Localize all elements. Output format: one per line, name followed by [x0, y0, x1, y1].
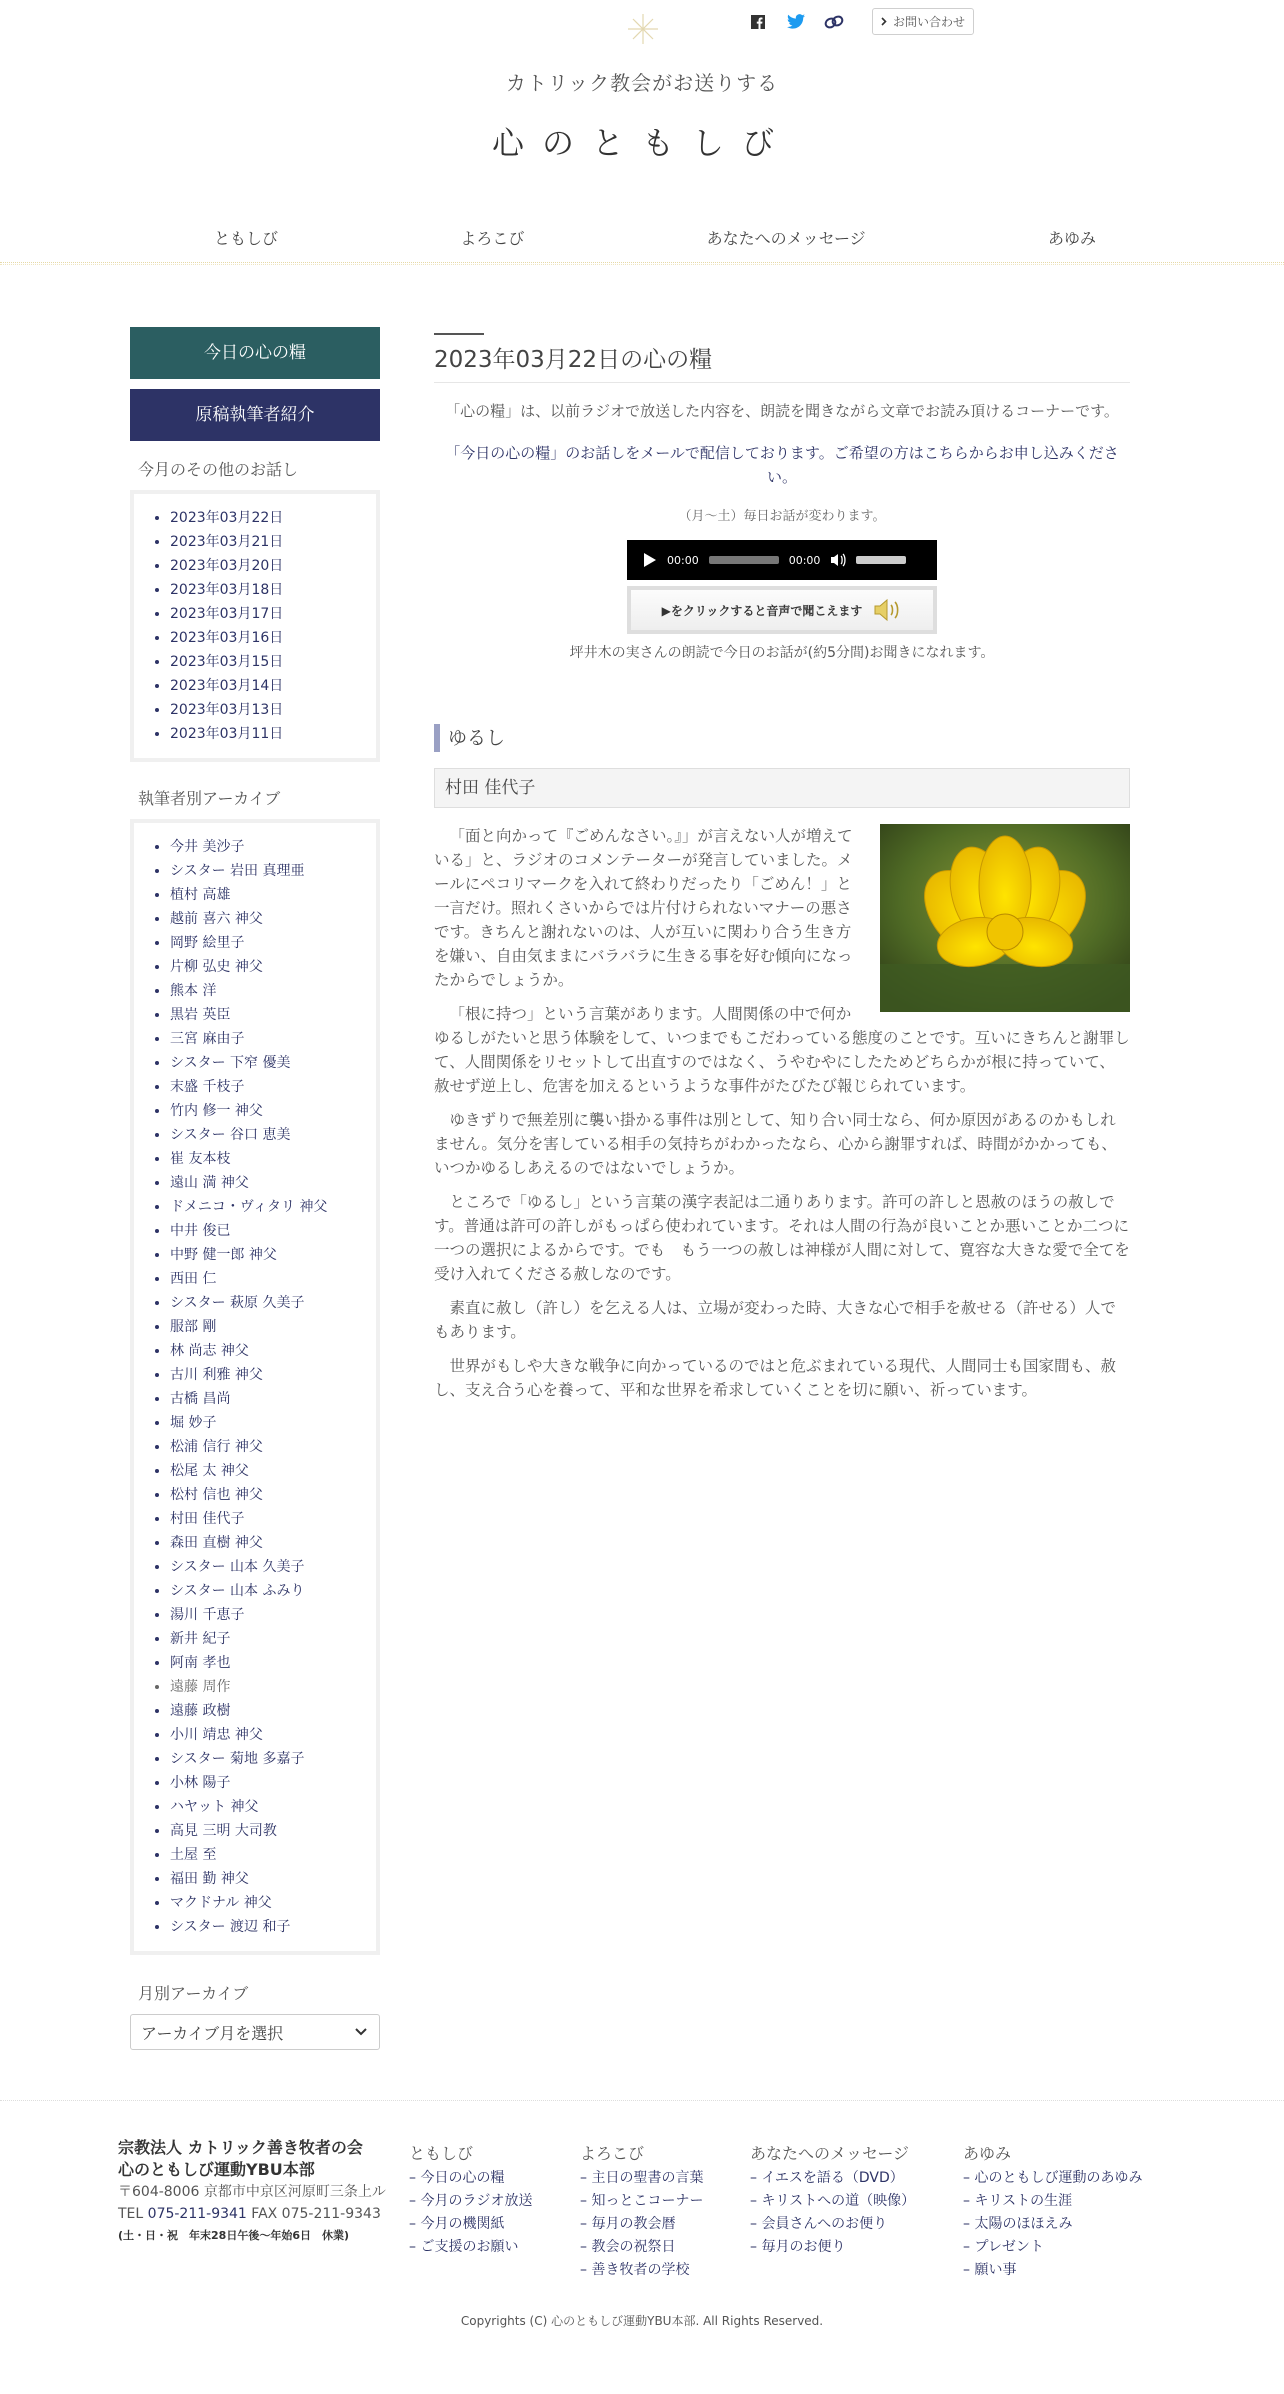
article-paragraph: 素直に赦し（許し）を乞える人は、立場が変わった時、大きな心で相手を赦せる（許せる）人でもあります。: [434, 1299, 1116, 1341]
footer-link[interactable]: – 太陽のほほえみ: [963, 2216, 1073, 2232]
author-link[interactable]: • シスター 萩原 久美子: [170, 1291, 370, 1315]
audio-player: [627, 540, 937, 580]
nav-item-tomoshibi[interactable]: ともしび: [214, 229, 279, 248]
narrator-credit: 坪井木の実さんの朗読で今日のお話が(約5分間)お聞きになれます。: [569, 645, 995, 661]
author-link[interactable]: • 森田 直樹 神父: [170, 1531, 370, 1555]
footer-link[interactable]: – 今月の機関紙: [409, 2216, 505, 2232]
author-link[interactable]: • 遠山 満 神父: [170, 1171, 370, 1195]
other-stories-list: [130, 490, 380, 762]
footer-col-yorokobi: [580, 2142, 703, 2282]
date-link[interactable]: • 2023年03月21日: [170, 530, 370, 554]
author-link[interactable]: • シスター 山本 久美子: [170, 1555, 370, 1579]
author-link[interactable]: • 服部 剛: [170, 1315, 370, 1339]
author-link[interactable]: • シスター 谷口 恵美: [170, 1123, 370, 1147]
author-link[interactable]: • 片柳 弘史 神父: [170, 955, 370, 979]
footer-col-tomoshibi: [409, 2142, 532, 2259]
org-name: 宗教法人 カトリック善き牧者の会: [118, 2138, 363, 2157]
intro-text: 「心の糧」は、以前ラジオで放送した内容を、朗読を聞きながら文章でお読み頂けるコーナーです。: [445, 402, 1119, 420]
date-link[interactable]: • 2023年03月18日: [170, 578, 370, 602]
author-link[interactable]: • 三宮 麻由子: [170, 1027, 370, 1051]
author-link[interactable]: • 中井 俊已: [170, 1219, 370, 1243]
author-link[interactable]: • 松尾 太 神父: [170, 1459, 370, 1483]
header-utility-bar: [748, 8, 974, 35]
article-paragraph: 「面と向かって『ごめんなさい。』」が言えない人が増えている」と、ラジオのコメンテーターが発言していました。メールにペコリマークを入れて終わりだったり「ごめん！」と一言だけ。照れくさいからでは片付けられないマナーの悪さです。きちんと謝れないのは、人が互いに関わり合う生き方を嫌い、自由気ままにバラバラに生きる事を好む傾向になったからでしょうか。: [434, 827, 853, 989]
author-link[interactable]: • 湯川 千恵子: [170, 1603, 370, 1627]
time-total: 00:00: [788, 553, 821, 567]
author-link[interactable]: • 土屋 至: [170, 1843, 370, 1867]
author-link[interactable]: • シスター 岩田 真理亜: [170, 859, 370, 883]
flower-image: [880, 824, 1130, 1012]
tel-label: TEL: [118, 2206, 144, 2222]
author-link[interactable]: • シスター 下窄 優美: [170, 1051, 370, 1075]
author-link[interactable]: • 高見 三明 大司教: [170, 1819, 370, 1843]
footer-link[interactable]: – ご支援のお願い: [409, 2239, 519, 2255]
author-link[interactable]: • 竹内 修一 神父: [170, 1099, 370, 1123]
monthly-archive-select-value: アーカイブ月を選択: [141, 2023, 284, 2043]
sidebar: [130, 327, 380, 2050]
decorative-star-icon: [626, 12, 660, 46]
footer-link[interactable]: – 会員さんへのお便り: [750, 2216, 888, 2232]
date-link[interactable]: • 2023年03月17日: [170, 602, 370, 626]
page-title: 2023年03月22日の心の糧: [434, 341, 1130, 383]
nav-divider: [0, 262, 1284, 265]
author-link[interactable]: • 中野 健一郎 神父: [170, 1243, 370, 1267]
footer-org-info: [118, 2137, 386, 2247]
author-link[interactable]: • 古橋 昌尚: [170, 1387, 370, 1411]
author-link[interactable]: • 古川 利雅 神父: [170, 1363, 370, 1387]
author-link[interactable]: • シスター 山本 ふみり: [170, 1579, 370, 1603]
author-link[interactable]: • 熊本 洋: [170, 979, 370, 1003]
footer-link[interactable]: – キリストへの道（映像）: [750, 2193, 916, 2209]
footer-col-heading[interactable]: ともしび: [409, 2144, 474, 2163]
other-stories-title: 今月のその他のお話し: [138, 460, 299, 479]
progress-bar[interactable]: [709, 556, 779, 564]
footer-link[interactable]: – 主日の聖書の言葉: [580, 2170, 704, 2186]
article-body: [434, 824, 1130, 1402]
org-subname: 心のともしび運動YBU本部: [118, 2160, 315, 2179]
author-link[interactable]: • マクドナル 神父: [170, 1891, 370, 1915]
date-link[interactable]: • 2023年03月11日: [170, 722, 370, 746]
chevron-down-icon: [355, 2028, 367, 2036]
author-link[interactable]: • 遠藤 政樹: [170, 1699, 370, 1723]
author-link[interactable]: • 崔 友本枝: [170, 1147, 370, 1171]
main-content: [434, 333, 1130, 1412]
author-link[interactable]: • 村田 佳代子: [170, 1507, 370, 1531]
author-link[interactable]: • 小林 陽子: [170, 1771, 370, 1795]
article-author: 村田 佳代子: [434, 768, 1130, 808]
date-link[interactable]: • 2023年03月20日: [170, 554, 370, 578]
facebook-icon[interactable]: [748, 12, 768, 32]
footer-link[interactable]: – イエスを語る（DVD）: [750, 2170, 904, 2186]
author-archive-list: [130, 819, 380, 1955]
footer-col-heading[interactable]: あゆみ: [963, 2144, 1012, 2163]
fax-number: FAX 075-211-9343: [251, 2206, 381, 2222]
time-current: 00:00: [667, 553, 699, 567]
footer-col-heading[interactable]: あなたへのメッセージ: [750, 2144, 910, 2163]
footer-link[interactable]: – 毎月の教会暦: [580, 2216, 676, 2232]
volume-slider[interactable]: [856, 556, 906, 564]
author-link[interactable]: • シスター 渡辺 和子: [170, 1915, 370, 1939]
tel-number[interactable]: 075-211-9341: [147, 2206, 247, 2222]
site-tagline: カトリック教会がお送りする: [505, 71, 779, 95]
author-link[interactable]: • 松村 信也 神父: [170, 1483, 370, 1507]
mail-signup-link[interactable]: 「今日の心の糧」のお話しをメールで配信しております。ご希望の方はこちらからお申し込みください。: [445, 444, 1119, 486]
audio-hint-box: [627, 586, 937, 634]
link-icon[interactable]: [824, 12, 844, 32]
today-kokoro-button[interactable]: 今日の心の糧: [130, 327, 380, 379]
author-link[interactable]: • 黒岩 英臣: [170, 1003, 370, 1027]
footer-link[interactable]: – キリストの生涯: [963, 2193, 1073, 2209]
author-link[interactable]: • 林 尚志 神父: [170, 1339, 370, 1363]
copyright: Copyrights (C) 心のともしび運動YBU本部. All Rights Reserved.: [460, 2314, 824, 2328]
author-archive-title: 執筆者別アーカイブ: [138, 789, 281, 808]
footer-col-message: [750, 2142, 915, 2259]
author-link[interactable]: • 堀 妙子: [170, 1411, 370, 1435]
article-paragraph: 世界がもしや大きな戦争に向かっているのではと危ぶまれている現代、人間同士も国家間も、赦し、支え合う心を養って、平和な世界を希求していくことを切に願い、祈っています。: [434, 1357, 1117, 1399]
nav-item-message[interactable]: あなたへのメッセージ: [706, 229, 866, 248]
author-link[interactable]: • 西田 仁: [170, 1267, 370, 1291]
author-link[interactable]: • 末盛 千枝子: [170, 1075, 370, 1099]
author-link[interactable]: • 新井 紀子: [170, 1627, 370, 1651]
monthly-archive-title: 月別アーカイブ: [138, 1984, 249, 2003]
contact-button[interactable]: [872, 8, 974, 35]
author-link[interactable]: • シスター 菊地 多嘉子: [170, 1747, 370, 1771]
article-paragraph: ところで「ゆるし」という言葉の漢字表記は二通りあります。許可の許しと恩赦のほうの赦しです。普通は許可の許しがもっぱら使われています。それは人間の行為が良いことか悪いことか二つに一つの選択によるからです。でも もう一つの赦しは神様が人間に対して、寛容な大きな愛で全てを受け入れてくださる赦しなのです。: [434, 1193, 1130, 1283]
global-nav: [118, 226, 1168, 249]
title-accent: [434, 333, 484, 335]
footer-col-ayumi: [963, 2142, 1142, 2282]
date-link[interactable]: • 2023年03月13日: [170, 698, 370, 722]
twitter-icon[interactable]: [786, 12, 806, 32]
play-icon[interactable]: [643, 552, 657, 568]
article-paragraph: 「根に持つ」という言葉があります。人間関係の中で何かゆるしがたいと思う体験をして、いつまでもこだわっている態度のことです。互いにきちんと謝罪して、人間関係をリセットして出直すのではなく、うやむやにしたためどちらかが根に持っていて、赦せず逆上し、危害を加えるというような事件がたびたび報じられています。: [434, 1005, 1130, 1095]
site-logo[interactable]: 心のともしび: [491, 124, 792, 162]
footer-link[interactable]: – 善き牧者の学校: [580, 2262, 690, 2278]
footer-link[interactable]: – 知っとこコーナー: [580, 2193, 704, 2209]
author-link[interactable]: • 小川 靖忠 神父: [170, 1723, 370, 1747]
volume-icon[interactable]: [830, 553, 846, 567]
author-link[interactable]: • 今井 美沙子: [170, 835, 370, 859]
monthly-archive-select[interactable]: [130, 2014, 380, 2050]
org-address: 〒604-8006 京都市中京区河原町三条上ル: [118, 2184, 386, 2200]
footer-link[interactable]: – 毎月のお便り: [750, 2239, 846, 2255]
author-link[interactable]: • 福田 勤 神父: [170, 1867, 370, 1891]
section-title: ゆるし: [434, 724, 1130, 752]
footer-link[interactable]: – 教会の祝祭日: [580, 2239, 676, 2255]
date-link[interactable]: • 2023年03月16日: [170, 626, 370, 650]
article-paragraph: ゆきずりで無差別に襲い掛かる事件は別として、知り合い同士なら、何か原因があるのかもしれません。気分を害している相手の気持ちがわかったなら、心から謝罪すれば、時間がかかっても、いつかゆるしあえるのではないでしょうか。: [434, 1111, 1117, 1177]
contact-label: お問い合わせ: [893, 15, 966, 29]
date-link[interactable]: • 2023年03月15日: [170, 650, 370, 674]
footer-link[interactable]: – 願い事: [963, 2262, 1017, 2278]
footer-link[interactable]: – 今月のラジオ放送: [409, 2193, 533, 2209]
speaker-icon: [872, 598, 902, 622]
date-link[interactable]: • 2023年03月22日: [170, 506, 370, 530]
audio-hint-label: ▶をクリックすると音声で聞こえます: [661, 603, 863, 618]
author-link[interactable]: • 岡野 絵里子: [170, 931, 370, 955]
chevron-right-icon: [881, 17, 887, 26]
org-holidays: (土・日・祝 年末28日午後〜年始6日 休業): [118, 2229, 350, 2242]
schedule-note: （月～土）毎日お話が変わります。: [678, 509, 886, 524]
author-link[interactable]: • ハヤット 神父: [170, 1795, 370, 1819]
footer-link[interactable]: – 今日の心の糧: [409, 2170, 505, 2186]
org-phone: [118, 2203, 386, 2225]
footer-divider: [0, 2100, 1284, 2101]
footer-col-heading[interactable]: よろこび: [580, 2144, 645, 2163]
footer-link[interactable]: – 心のともしび運動のあゆみ: [963, 2170, 1143, 2186]
author-link[interactable]: • 越前 喜六 神父: [170, 907, 370, 931]
author-link[interactable]: • ドメニコ・ヴィタリ 神父: [170, 1195, 370, 1219]
nav-item-ayumi[interactable]: あゆみ: [1047, 229, 1096, 248]
nav-item-yorokobi[interactable]: よろこび: [460, 229, 525, 248]
author-link[interactable]: • 植村 高雄: [170, 883, 370, 907]
footer-link[interactable]: – プレゼント: [963, 2239, 1044, 2255]
author-link[interactable]: • 阿南 孝也: [170, 1651, 370, 1675]
authors-intro-button[interactable]: 原稿執筆者紹介: [130, 389, 380, 441]
author-link[interactable]: • 遠藤 周作: [170, 1675, 370, 1699]
author-link[interactable]: • 松浦 信行 神父: [170, 1435, 370, 1459]
date-link[interactable]: • 2023年03月14日: [170, 674, 370, 698]
